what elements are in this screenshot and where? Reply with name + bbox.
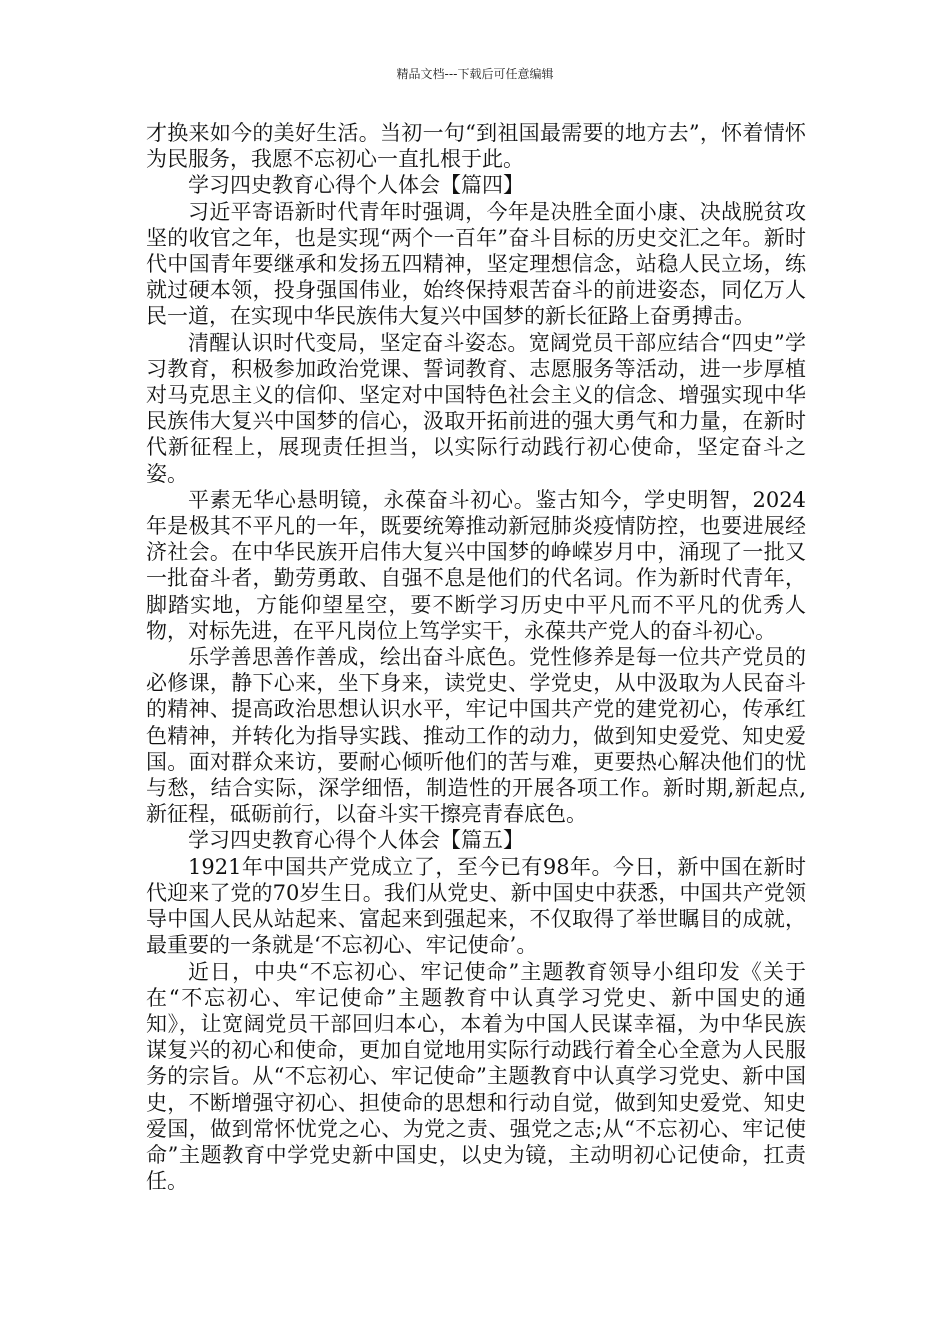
section-title-part-five: 学习四史教育心得个人体会【篇五】 [188, 828, 524, 853]
paragraph: 1921年中国共产党成立了，至今已有98年。今日，新中国在新时代迎来了党的70岁生日。我们从党史、新中国史中获悉，中国共产党领导中国人民从站起来、富起来到强起来，不仅取得了举世瞩目的成就，最重要的一条就是‘不忘初心、牢记使命’。 [146, 854, 806, 958]
paragraph: 清醒认识时代变局，坚定奋斗姿态。宽阔党员干部应结合“四史”学习教育，积极参加政治党课、誓词教育、志愿服务等活动，进一步厚植对马克思主义的信仰、坚定对中国特色社会主义的信念、增强实现中华民族伟大复兴中国梦的信心，汲取开拓前进的强大勇气和力量，在新时代新征程上，展现责任担当，以实际行动践行初心使命，坚定奋斗之姿。 [146, 330, 806, 486]
paragraph: 习近平寄语新时代青年时强调，今年是决胜全面小康、决战脱贫攻坚的收官之年，也是实现“两个一百年”奋斗目标的历史交汇之年。新时代中国青年要继承和发扬五四精神，坚定理想信念，站稳人民立场，练就过硬本领，投身强国伟业，始终保持艰苦奋斗的前进姿态，同亿万人民一道，在实现中华民族伟大复兴中国梦的新长征路上奋勇搏击。 [146, 199, 806, 329]
paragraph: 近日，中央“不忘初心、牢记使命”主题教育领导小组印发《关于在“不忘初心、牢记使命”主题教育中认真学习党史、新中国史的通知》，让宽阔党员干部回归本心，本着为中国人民谋幸福，为中华民族谋复兴的初心和使命，更加自觉地用实际行动践行着全心全意为人民服务的宗旨。从“不忘初心、牢记使命”主题教育中认真学习党史、新中国史，不断增强守初心、担使命的思想和行动自觉，做到知史爱党、知史爱国，做到常怀忧党之心、为党之责、强党之志;从“不忘初心、牢记使命”主题教育中学党史新中国史，以史为镜，主动明初心记使命，扛责任。 [146, 959, 806, 1194]
paragraph-continued: 才换来如今的美好生活。当初一句“到祖国最需要的地方去”，怀着情怀为民服务，我愿不忘初心一直扎根于此。 [146, 121, 806, 172]
document-body [146, 120, 806, 1194]
paragraph: 平素无华心悬明镜，永葆奋斗初心。鉴古知今，学史明智，2024年是极其不平凡的一年，既要统筹推动新冠肺炎疫情防控，也要进展经济社会。在中华民族开启伟大复兴中国梦的峥嵘岁月中，涌现了一批又一批奋斗者，勤劳勇敢、自强不息是他们的代名词。作为新时代青年，脚踏实地，方能仰望星空，要不断学习历史中平凡而不平凡的优秀人物，对标先进，在平凡岗位上笃学实干，永葆共产党人的奋斗初心。 [146, 487, 806, 643]
page-header: 精品文档---下载后可任意编辑 [396, 67, 554, 81]
paragraph: 乐学善思善作善成，绘出奋斗底色。党性修养是每一位共产党员的必修课，静下心来，坐下身来，读党史、学党史，从中汲取为人民奋斗的精神、提高政治思想认识水平，牢记中国共产党的建党初心，传承红色精神，并转化为指导实践、推动工作的动力，做到知史爱党、知史爱国。面对群众来访，要耐心倾听他们的苦与难，更要热心解决他们的忧与愁，结合实际，深学细悟，制造性的开展各项工作。新时期,新起点,新征程，砥砺前行，以奋斗实干擦亮青春底色。 [146, 645, 806, 827]
section-title-part-four: 学习四史教育心得个人体会【篇四】 [188, 173, 524, 198]
